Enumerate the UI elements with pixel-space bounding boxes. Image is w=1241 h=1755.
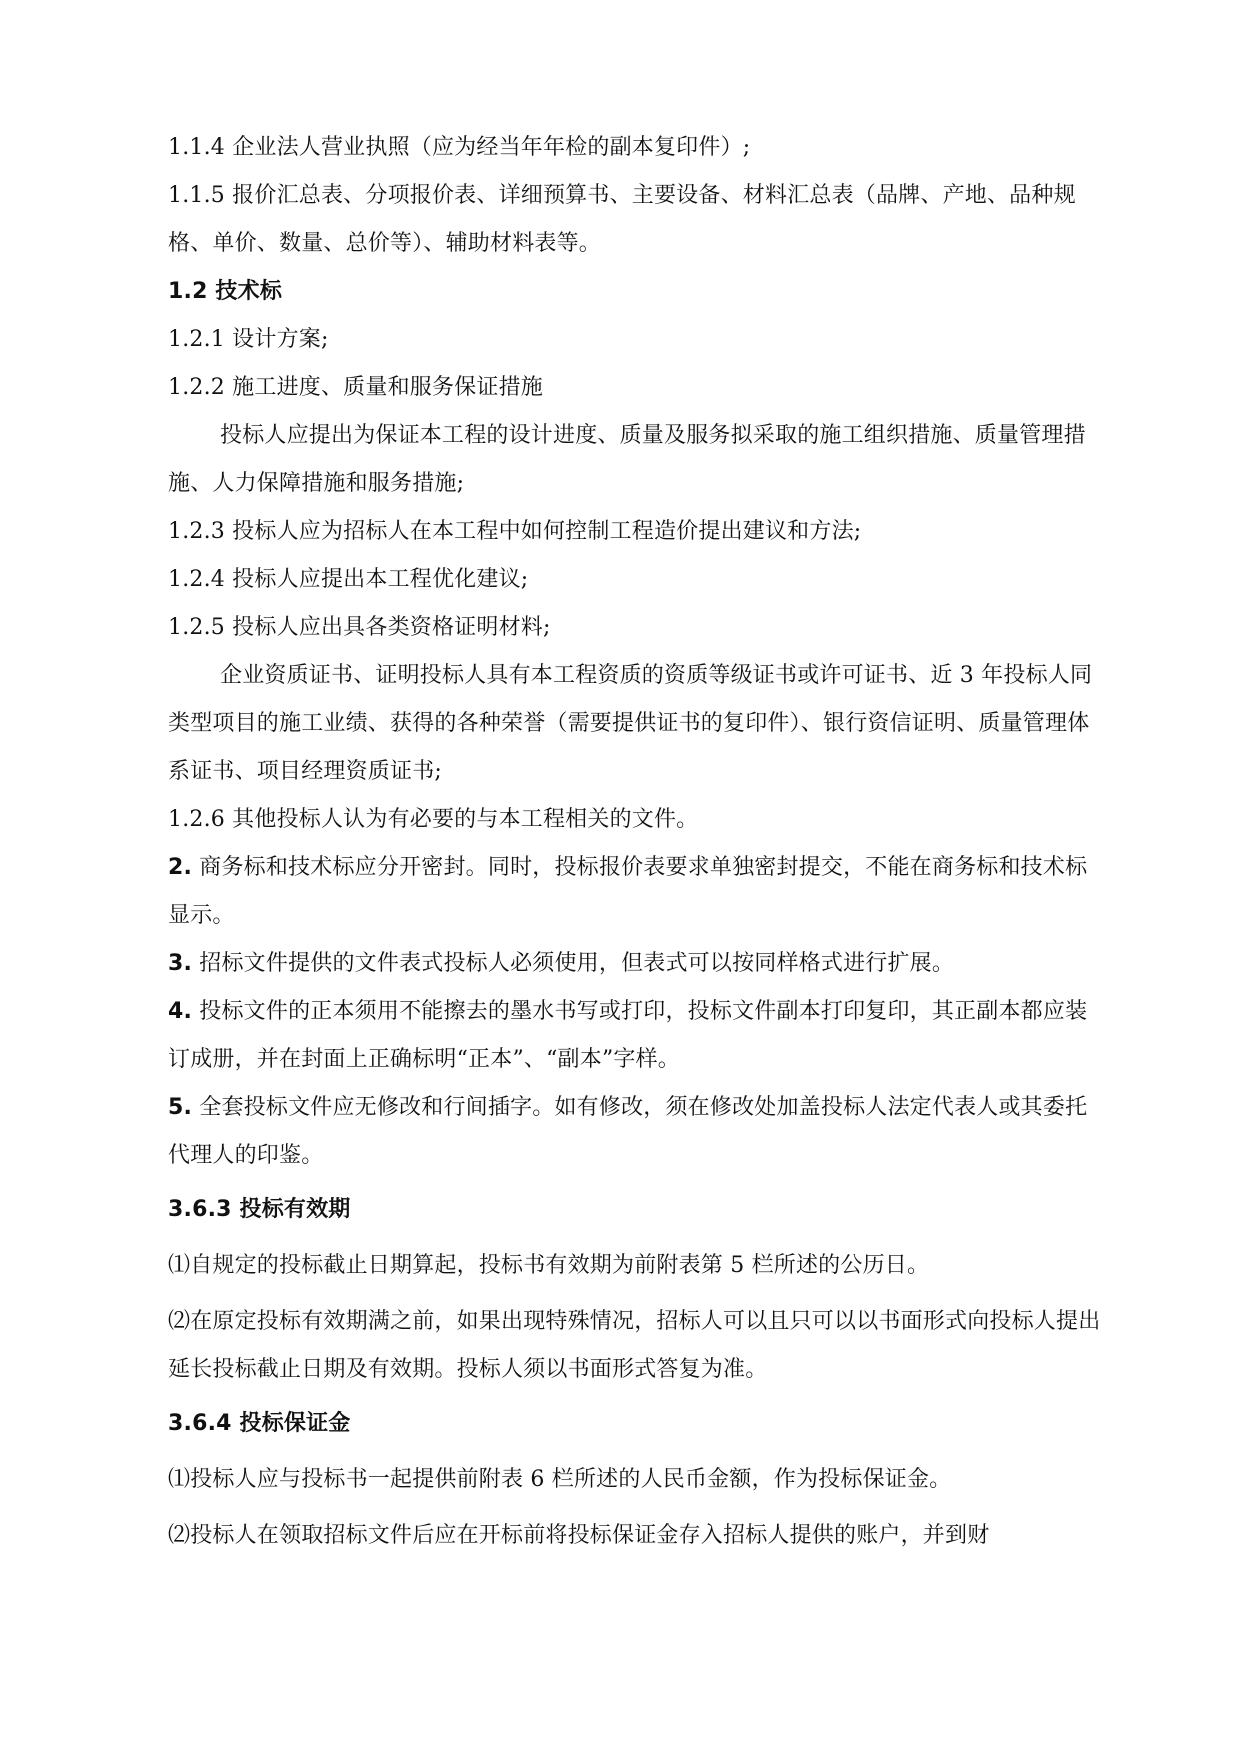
item-5 (168, 1084, 1108, 1180)
item-3-number: 3. (168, 951, 193, 976)
clause-1-2-3: 1.2.3 投标人应为招标人在本工程中如何控制工程造价提出建议和方法; (168, 519, 862, 544)
clause-1-1-4: 1.1.4 企业法人营业执照（应为经当年年检的副本复印件）; (168, 135, 751, 160)
clause-3-6-4-1: ⑴投标人应与投标书一起提供前附表 6 栏所述的人民币金额，作为投标保证金。 (168, 1467, 952, 1492)
section-heading-1-2: 1.2 技术标 (168, 279, 283, 304)
item-4-number: 4. (168, 999, 193, 1024)
clause-3-6-3-2: ⑵在原定投标有效期满之前，如果出现特殊情况，招标人可以且只可以以书面形式向投标人提出延长投标截止日期及有效期。投标人须以书面形式答复为准。 (168, 1309, 1101, 1382)
clause-1-2-1: 1.2.1 设计方案; (168, 327, 329, 352)
document-body (168, 124, 1108, 1560)
item-5-number: 5. (168, 1095, 193, 1120)
clause-3-6-4-2: ⑵投标人在领取招标文件后应在开标前将投标保证金存入招标人提供的账户，并到财 (168, 1523, 990, 1548)
section-heading-3-6-3: 3.6.3 投标有效期 (168, 1197, 351, 1222)
clause-1-2-2: 1.2.2 施工进度、质量和服务保证措施 (168, 375, 543, 400)
item-5-text: 全套投标文件应无修改和行间插字。如有修改，须在修改处加盖投标人法定代表人或其委托代理人的印鉴。 (168, 1095, 1088, 1168)
item-2-number: 2. (168, 855, 193, 880)
item-3-text: 招标文件提供的文件表式投标人必须使用，但表式可以按同样格式进行扩展。 (192, 951, 955, 976)
section-heading-3-6-4: 3.6.4 投标保证金 (168, 1411, 351, 1436)
clause-1-1-5: 1.1.5 报价汇总表、分项报价表、详细预算书、主要设备、材料汇总表（品牌、产地、品种规格、单价、数量、总价等）、辅助材料表等。 (168, 183, 1076, 256)
clause-1-2-6: 1.2.6 其他投标人认为有必要的与本工程相关的文件。 (168, 807, 699, 832)
item-3 (168, 940, 1108, 988)
clause-1-2-5: 1.2.5 投标人应出具各类资格证明材料; (168, 615, 551, 640)
clause-3-6-3-1: ⑴自规定的投标截止日期算起，投标书有效期为前附表第 5 栏所述的公历日。 (168, 1253, 930, 1278)
item-4 (168, 988, 1108, 1084)
clause-1-2-4: 1.2.4 投标人应提出本工程优化建议; (168, 567, 529, 592)
clause-1-2-2-paragraph: 投标人应提出为保证本工程的设计进度、质量及服务拟采取的施工组织措施、质量管理措施、人力保障措施和服务措施; (168, 423, 1086, 496)
clause-1-2-5-paragraph: 企业资质证书、证明投标人具有本工程资质的资质等级证书或许可证书、近 3 年投标人同类型项目的施工业绩、获得的各种荣誉（需要提供证书的复印件）、银行资信证明、质量管理体系证书、项目经理资质证书; (168, 663, 1093, 784)
item-4-text: 投标文件的正本须用不能擦去的墨水书写或打印，投标文件副本打印复印，其正副本都应装订成册，并在封面上正确标明“正本”、“副本”字样。 (168, 999, 1088, 1072)
item-2 (168, 844, 1108, 940)
item-2-text: 商务标和技术标应分开密封。同时，投标报价表要求单独密封提交，不能在商务标和技术标显示。 (168, 855, 1088, 928)
